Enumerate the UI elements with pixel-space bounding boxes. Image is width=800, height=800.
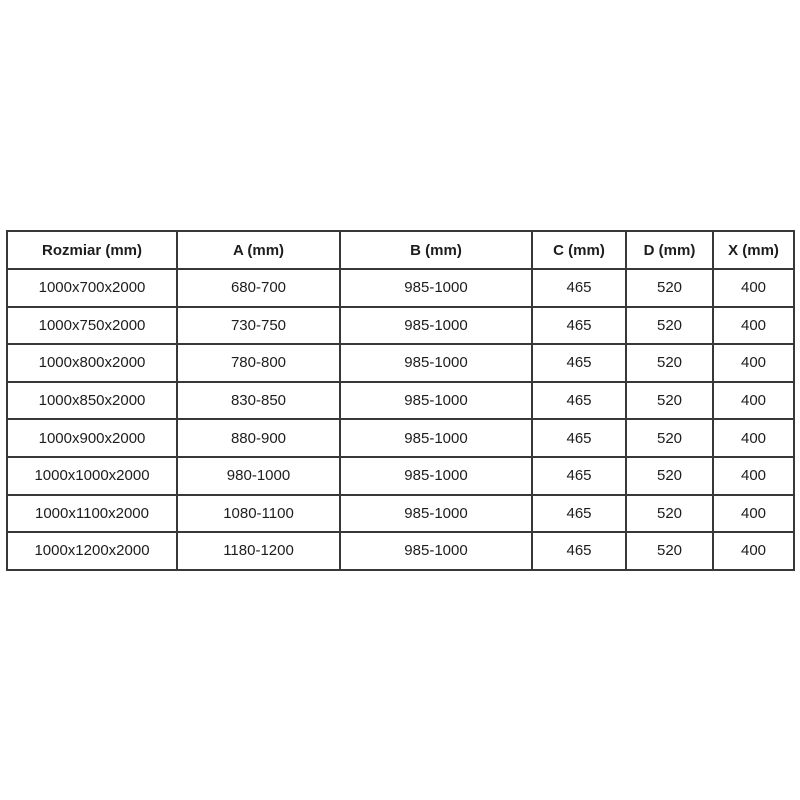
- table-cell: 985-1000: [340, 344, 532, 382]
- table-row: [7, 382, 794, 420]
- table-cell: 1000x700x2000: [7, 269, 177, 307]
- table-cell: 465: [532, 344, 626, 382]
- table-cell: 465: [532, 382, 626, 420]
- table-cell: 1180-1200: [177, 532, 340, 570]
- table-cell: 400: [713, 532, 794, 570]
- column-header-c: C (mm): [532, 231, 626, 269]
- table-cell: 520: [626, 419, 713, 457]
- table-cell: 985-1000: [340, 419, 532, 457]
- table-cell: 465: [532, 457, 626, 495]
- table-cell: 985-1000: [340, 269, 532, 307]
- table-cell: 1000x800x2000: [7, 344, 177, 382]
- table-row: [7, 307, 794, 345]
- table-cell: 400: [713, 269, 794, 307]
- table-cell: 400: [713, 344, 794, 382]
- column-header-b: B (mm): [340, 231, 532, 269]
- table-cell: 730-750: [177, 307, 340, 345]
- table-cell: 520: [626, 495, 713, 533]
- table-cell: 520: [626, 532, 713, 570]
- table-cell: 830-850: [177, 382, 340, 420]
- table-cell: 1000x1100x2000: [7, 495, 177, 533]
- size-spec-table: [6, 230, 795, 571]
- table-cell: 400: [713, 419, 794, 457]
- table-cell: 1000x1000x2000: [7, 457, 177, 495]
- header-row: [7, 231, 794, 269]
- table-cell: 1000x900x2000: [7, 419, 177, 457]
- table-cell: 520: [626, 307, 713, 345]
- table-cell: 520: [626, 269, 713, 307]
- table-row: [7, 269, 794, 307]
- table-cell: 400: [713, 495, 794, 533]
- table-row: [7, 457, 794, 495]
- table-cell: 1000x850x2000: [7, 382, 177, 420]
- table-cell: 680-700: [177, 269, 340, 307]
- table-cell: 1000x1200x2000: [7, 532, 177, 570]
- table-cell: 880-900: [177, 419, 340, 457]
- table-body: [7, 269, 794, 570]
- column-header-d: D (mm): [626, 231, 713, 269]
- table-cell: 400: [713, 457, 794, 495]
- table-header: [7, 231, 794, 269]
- table-cell: 985-1000: [340, 457, 532, 495]
- table-cell: 520: [626, 344, 713, 382]
- table-cell: 1080-1100: [177, 495, 340, 533]
- table-cell: 465: [532, 307, 626, 345]
- table-cell: 780-800: [177, 344, 340, 382]
- table-cell: 985-1000: [340, 382, 532, 420]
- table-cell: 985-1000: [340, 307, 532, 345]
- size-spec-table-container: [6, 230, 793, 571]
- table-row: [7, 419, 794, 457]
- table-cell: 1000x750x2000: [7, 307, 177, 345]
- table-cell: 400: [713, 382, 794, 420]
- table-cell: 520: [626, 382, 713, 420]
- table-cell: 465: [532, 532, 626, 570]
- table-cell: 520: [626, 457, 713, 495]
- table-row: [7, 495, 794, 533]
- table-cell: 465: [532, 419, 626, 457]
- table-cell: 985-1000: [340, 495, 532, 533]
- table-cell: 985-1000: [340, 532, 532, 570]
- table-cell: 465: [532, 495, 626, 533]
- table-cell: 465: [532, 269, 626, 307]
- table-row: [7, 532, 794, 570]
- column-header-a: A (mm): [177, 231, 340, 269]
- column-header-x: X (mm): [713, 231, 794, 269]
- table-cell: 400: [713, 307, 794, 345]
- table-cell: 980-1000: [177, 457, 340, 495]
- table-row: [7, 344, 794, 382]
- column-header-rozmiar: Rozmiar (mm): [7, 231, 177, 269]
